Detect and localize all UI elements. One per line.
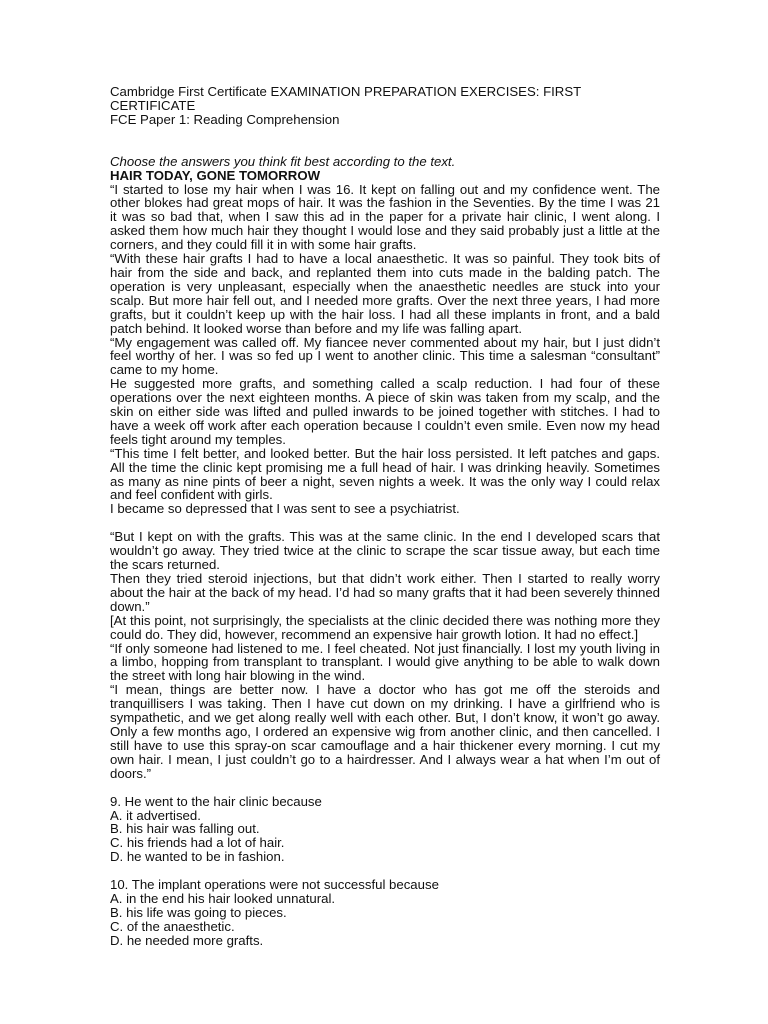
article-paragraph: Then they tried steroid injections, but that didn’t work either. Then I started to really worry about the hair at the back of my head. I’d had so many grafts that it had been severely thinned down.”	[110, 571, 660, 614]
article-body-part-2	[110, 530, 660, 780]
spacer	[110, 516, 660, 530]
article-body-part-1	[110, 183, 660, 517]
answer-option: D. he needed more grafts.	[110, 932, 264, 948]
question-stem: 9. He went to the hair clinic because	[110, 793, 322, 809]
document-page	[110, 85, 660, 948]
article-paragraph: “I started to lose my hair when I was 16. It kept on falling out and my confidence went. The other blokes had great mops of hair. It was the fashion in the Seventies. By the time I was 21 it was so bad that, when I saw this ad in the paper for a private hair clinic, I went along. I asked them how much hair they thought I would lose and they said probably just a little at the corners, and they could fill it in with some hair grafts.	[110, 181, 660, 253]
article-paragraph: “With these hair grafts I had to have a local anaesthetic. It was so painful. They took bits of hair from the side and back, and replanted them into cuts made in the balding patch. The operation is very unpleasant, especially when the anaesthetic needles are stuck into your scalp. But more hair fell out, and I needed more grafts. Over the next three years, I had more grafts, but it couldn’t keep up with the hair loss. I had all these implants in front, and a bald patch behind. It looked worse than before and my life was falling apart.	[110, 251, 660, 336]
spacer	[110, 864, 660, 878]
article-paragraph: “But I kept on with the grafts. This was at the same clinic. In the end I developed scars that wouldn’t go away. They tried twice at the clinic to scrape the scar tissue away, but each time the scars returned.	[110, 529, 660, 573]
instruction-text: Choose the answers you think fit best according to the text.	[110, 153, 456, 169]
header-line-3: FCE Paper 1: Reading Comprehension	[110, 111, 340, 127]
question-9	[110, 795, 660, 865]
article-paragraph: He suggested more grafts, and something called a scalp reduction. I had four of these operations over the next eighteen months. A piece of skin was taken from my scalp, and the skin on either side was lifted and pulled inwards to be joined together with stitches. I had to have a week off work after each operation because I couldn’t even smile. Even now my head feels tight around my temples.	[110, 376, 660, 447]
answer-option: D. he wanted to be in fashion.	[110, 849, 285, 865]
answer-option: B. his life was going to pieces.	[110, 904, 287, 920]
answer-option: A. in the end his hair looked unnatural.	[110, 891, 336, 907]
question-stem: 10. The implant operations were not successful because	[110, 877, 439, 893]
article-paragraph: “If only someone had listened to me. I feel cheated. Not just financially. I lost my youth living in a limbo, hopping from transplant to transplant. I would give anything to be able to walk down the street with long hair blowing in the wind.	[110, 640, 660, 684]
article-paragraph: “My engagement was called off. My fiancee never commented about my hair, but I just didn’t feel worthy of her. I was so fed up I went to another clinic. This time a salesman “consultant” came to my home.	[110, 334, 660, 378]
header-line-1: Cambridge First Certificate EXAMINATION PREPARATION EXERCISES: FIRST	[110, 84, 582, 99]
article-paragraph: “I mean, things are better now. I have a doctor who has got me off the steroids and tranquillisers I was taking. Then I have cut down on my drinking. I have a girlfriend who is sympathetic, and we get along really well with each other. But, I don’t know, it won’t go away. Only a few months ago, I ordered an expensive wig from another clinic, and then cancelled. I still have to use this spray-on scar camouflage and a hair thickener every morning. I cut my own hair. I mean, I just couldn’t go to a hairdresser. And I always wear a hat when I’m out of doors.”	[110, 682, 660, 781]
answer-option: B. his hair was falling out.	[110, 821, 260, 837]
article-paragraph: [At this point, not surprisingly, the specialists at the clinic decided there was nothing more they could do. They did, however, recommend an expensive hair growth lotion. It had no effect.]	[110, 612, 660, 642]
question-10	[110, 878, 660, 948]
document-header	[110, 85, 660, 127]
article-paragraph: “This time I felt better, and looked better. But the hair loss persisted. It left patches and gaps. All the time the clinic kept promising me a full head of hair. I was drinking heavily. Sometimes as many as nine pints of beer a night, seven nights a week. It was the only way I could relax and feel confident with girls.	[110, 445, 660, 503]
spacer	[110, 127, 660, 155]
header-line-2: CERTIFICATE	[110, 97, 196, 113]
article-paragraph: I became so depressed that I was sent to see a psychiatrist.	[110, 501, 460, 517]
spacer	[110, 781, 660, 795]
article-title: HAIR TODAY, GONE TOMORROW	[110, 167, 321, 183]
answer-option: A. it advertised.	[110, 807, 201, 823]
answer-option: C. his friends had a lot of hair.	[110, 835, 285, 851]
answer-option: C. of the anaesthetic.	[110, 918, 235, 934]
